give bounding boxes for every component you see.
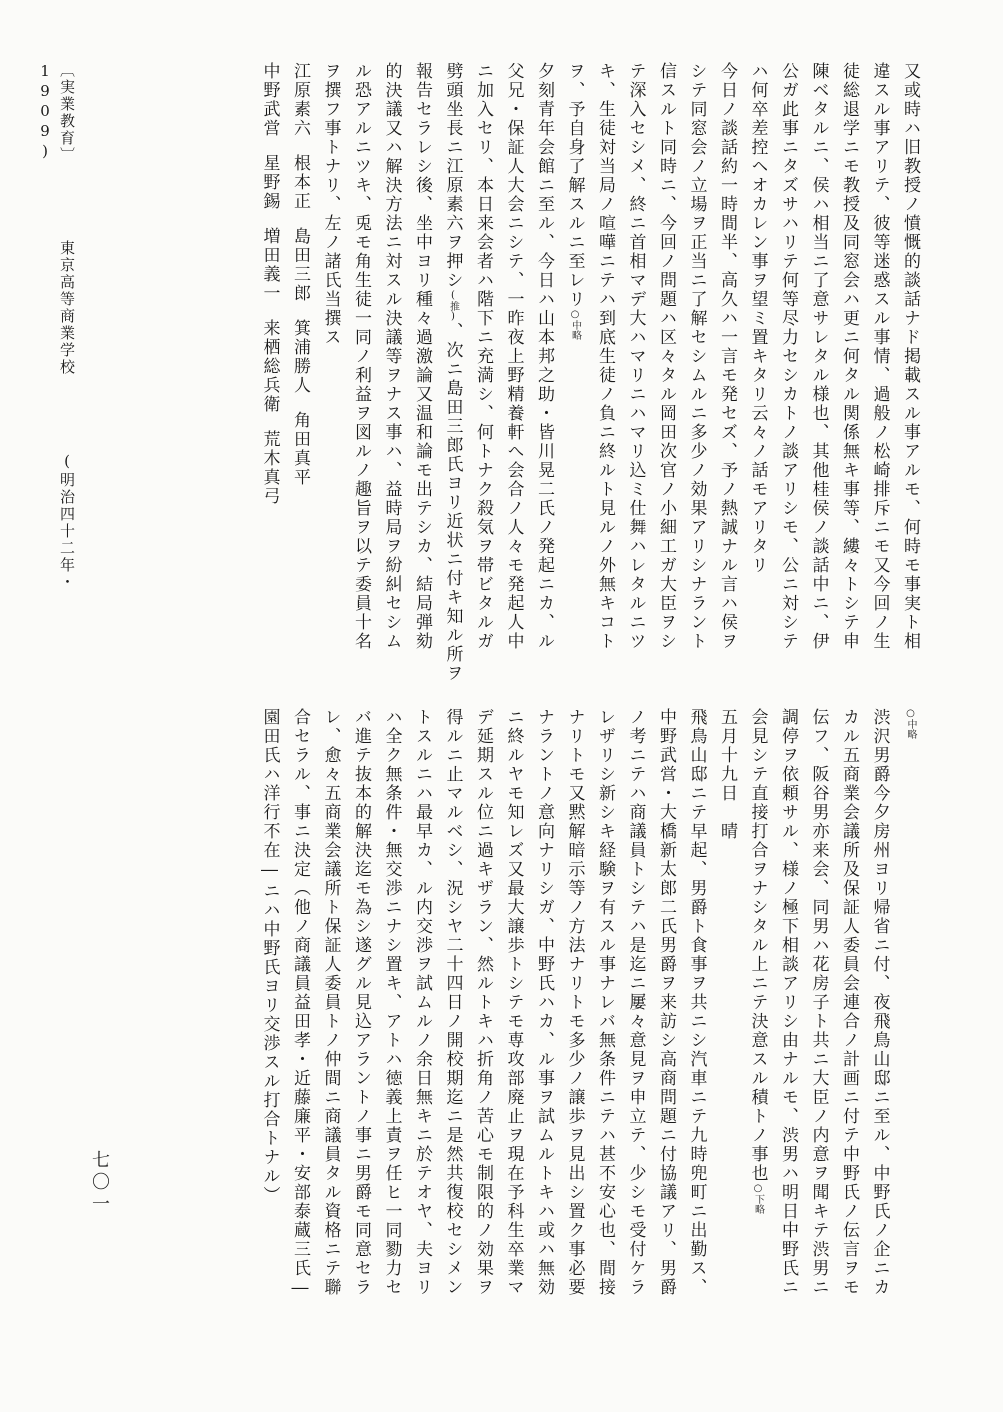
committee-names-line (285, 62, 316, 672)
text-line: ル恐アルニツキ、兎モ角生徒一同ノ利益ヲ図ルノ趣旨ヲ以テ委員十名 (351, 62, 371, 651)
text-line-main: ヲ、予自身了解スルニ至レリ (564, 62, 585, 309)
text-line: キ、生徒対当局ノ喧嘩ニテハ到底生徒ノ負ニ終ルト見ルノ外無キコト (595, 62, 615, 651)
text-line: 夕刻青年会館ニ至ル、今日ハ山本邦之助・皆川晃二氏ノ発起ニカ、ル (534, 62, 554, 651)
committee-name: 角田真平 (290, 411, 310, 487)
text-line: ナラントノ意向ナリシガ、中野氏ハカ、ル事ヲ試ムルトキハ或ハ無効 (534, 708, 554, 1297)
text-line: 渋沢男爵今夕房州ヨリ帰省ニ付、夜飛鳥山邸ニ至ル、中野氏ノ企ニカ (869, 708, 890, 1297)
committee-names-line (254, 62, 285, 672)
text-line: 又或時ハ旧教授ノ憤慨的談話ナド掲載スル事アルモ、何時モ事実ト相 (900, 62, 920, 651)
editorial-note: ○下略 (752, 1183, 764, 1214)
text-line: 公ガ此事ニタズサハリテ何等尽力セシカトノ談アリシモ、公ニ対シテ (778, 62, 798, 651)
text-line: 伝フ、阪谷男亦来会、同男ハ花房子ト共ニ大臣ノ内意ヲ聞キテ渋男ニ (808, 708, 829, 1297)
editorial-note: (推) (447, 290, 459, 322)
text-line: ヲ撰フ事トナリ、左ノ諸氏当撰ス (320, 62, 341, 347)
text-line: テ深入セシメ、終ニ首相マデ大ハマリニハマリ込ミ仕舞ハレタルニツ (625, 62, 646, 651)
text-line-main: 、次ニ島田三郎氏ヨリ近状ニ付キ知ル所ヲ (442, 322, 463, 683)
committee-name: 箕浦勝人 (290, 319, 310, 395)
text-line (437, 62, 468, 683)
text-line: 的決議又ハ解決方法ニ対スル決議等ヲナス事ハ、益時局ヲ紛糾セシム (381, 62, 402, 651)
text-line (742, 708, 773, 1268)
text-line: 陳ベタルニ、侯ハ相当ニ了意サレタル様也、其他桂侯ノ談話中ニ、伊 (808, 62, 829, 651)
text-line: ハ全ク無条件・無交渉ニナシ置キ、アトハ徳義上責ヲ任ヒ一同勠力セ (381, 708, 402, 1297)
committee-name: 中野武営 (259, 62, 280, 138)
committee-name: 江原素六 (290, 62, 310, 138)
running-header (34, 62, 78, 672)
text-line: 合セラル、事ニ決定（他ノ商議員益田孝・近藤廉平・安部泰蔵三氏― (290, 708, 310, 1300)
text-line: 父兄・保証人大会ニシテ、一昨夜上野精養軒へ会合ノ人々モ発起人中 (503, 62, 524, 651)
text-line: 今日ノ談話約一時間半、高久ハ一言モ発セズ、予ノ熱誠ナル言ハ侯ヲ (717, 62, 737, 651)
text-line (559, 62, 590, 672)
text-line: トスルニハ最早カ、ル内交渉ヲ試ムルノ余日無キニ於テオヤ、夫ヨリ (412, 708, 432, 1297)
editorial-note: ○中略 (905, 708, 916, 739)
text-line: ノ考ニテハ商議員トシテハ是迄ニ屢々意見ヲ申立テ、少シモ受付ケラ (625, 708, 646, 1297)
text-line: バ進テ抜本的解決迄モ為シ遂グル見込アラントノ事ニ男爵モ同意セラ (351, 708, 371, 1297)
text-line: 中野武営・大橋新太郎二氏男爵ヲ来訪シ高商問題ニ付協議アリ、男爵 (656, 708, 676, 1297)
text-line: 報告セラレシ後、坐中ヨリ種々過激論又温和論モ出テシカ、結局弾劾 (412, 62, 432, 651)
diary-date: 五月十九日 晴 (717, 708, 737, 841)
text-line: 徒総退学ニモ教授及同窓会ハ更ニ何タル関係無キ事等、縷々トシテ申 (839, 62, 859, 651)
text-line: デ延期スル位ニ過キザラン、然ルトキハ折角ノ苦心モ制限的ノ効果ヲ (473, 708, 493, 1297)
text-line: 調停ヲ依頼サル、様ノ極下相談アリシ由ナルモ、渋男ハ明日中野氏ニ (778, 708, 798, 1297)
text-line: ニ終ルヤモ知レズ又最大譲歩トシテモ専攻部廃止ヲ現在予科生卒業マ (503, 708, 524, 1297)
text-line: 園田氏ハ洋行不在―ニハ中野氏ヨリ交渉スル打合トナル） (259, 708, 280, 1205)
text-line: カル五商業会議所及保証人委員会連合ノ計画ニ付テ中野氏ノ伝言ヲモ (839, 708, 859, 1297)
text-line: 違スル事アリテ、彼等迷惑スル事情、過般ノ松崎排斥ニモ又今回ノ生 (869, 62, 890, 651)
text-line: ニ加入セリ、本日来会者ハ階下ニ充満シ、何トナク殺気ヲ帯ビタルガ (473, 62, 493, 651)
text-line: 信スルト同時ニ、今回ノ問題ハ区々タル岡田次官ノ小細工ガ大臣ヲシ (656, 62, 676, 651)
era-label: (明治四十二年・1909) (36, 62, 76, 591)
text-line: ハ何卒差控ヘオカレン事ヲ望ミ置キタリ云々ノ話モアリタリ (747, 62, 768, 575)
school-label: 東京高等商業学校 (58, 240, 76, 376)
text-line: ナリトモ又黙解暗示等ノ方法ナリトモ多少ノ譲歩ヲ見出シ置ク事必要 (564, 708, 585, 1297)
text-line: シテ同窓会ノ立場ヲ正当ニ了解セシムルニ多少ノ効果アリシナラント (686, 62, 707, 651)
text-line: 得ルニ止マルベシ、況シヤ二十四日ノ開校期迄ニ是然共復校セシメン (442, 708, 463, 1297)
text-line-main: 劈頭坐長ニ江原素六ヲ押シ (442, 62, 463, 290)
page-number: 七〇一 (89, 1150, 110, 1216)
text-line: レ、愈々五商業会議所ト保証人委員トノ仲間ニ商議員タル資格ニテ聯 (320, 708, 341, 1297)
text-line (895, 708, 926, 1268)
lower-text-block (254, 708, 925, 1300)
committee-name: 根本正 (290, 154, 310, 211)
committee-name: 星野錫 (259, 154, 280, 211)
series-label: 〔実業教育〕 (58, 62, 76, 164)
upper-text-block (254, 62, 925, 683)
committee-name: 島田三郎 (290, 227, 310, 303)
committee-name: 来栖総兵衛 (259, 319, 280, 414)
editorial-note: ○中略 (569, 309, 581, 340)
text-line-main: 会見シテ直接打合ヲナシタル上ニテ決意スル積トノ事也 (747, 708, 768, 1183)
text-line: レザリシ新シキ経験ヲ有スル事ナレバ無条件ニテハ甚不安心也、間接 (595, 708, 615, 1297)
committee-name: 荒木真弓 (259, 430, 280, 506)
text-line: 飛鳥山邸ニテ早起、男爵ト食事ヲ共ニシ汽車ニテ九時兜町ニ出勤ス、 (686, 708, 707, 1297)
committee-name: 増田義一 (259, 227, 280, 303)
